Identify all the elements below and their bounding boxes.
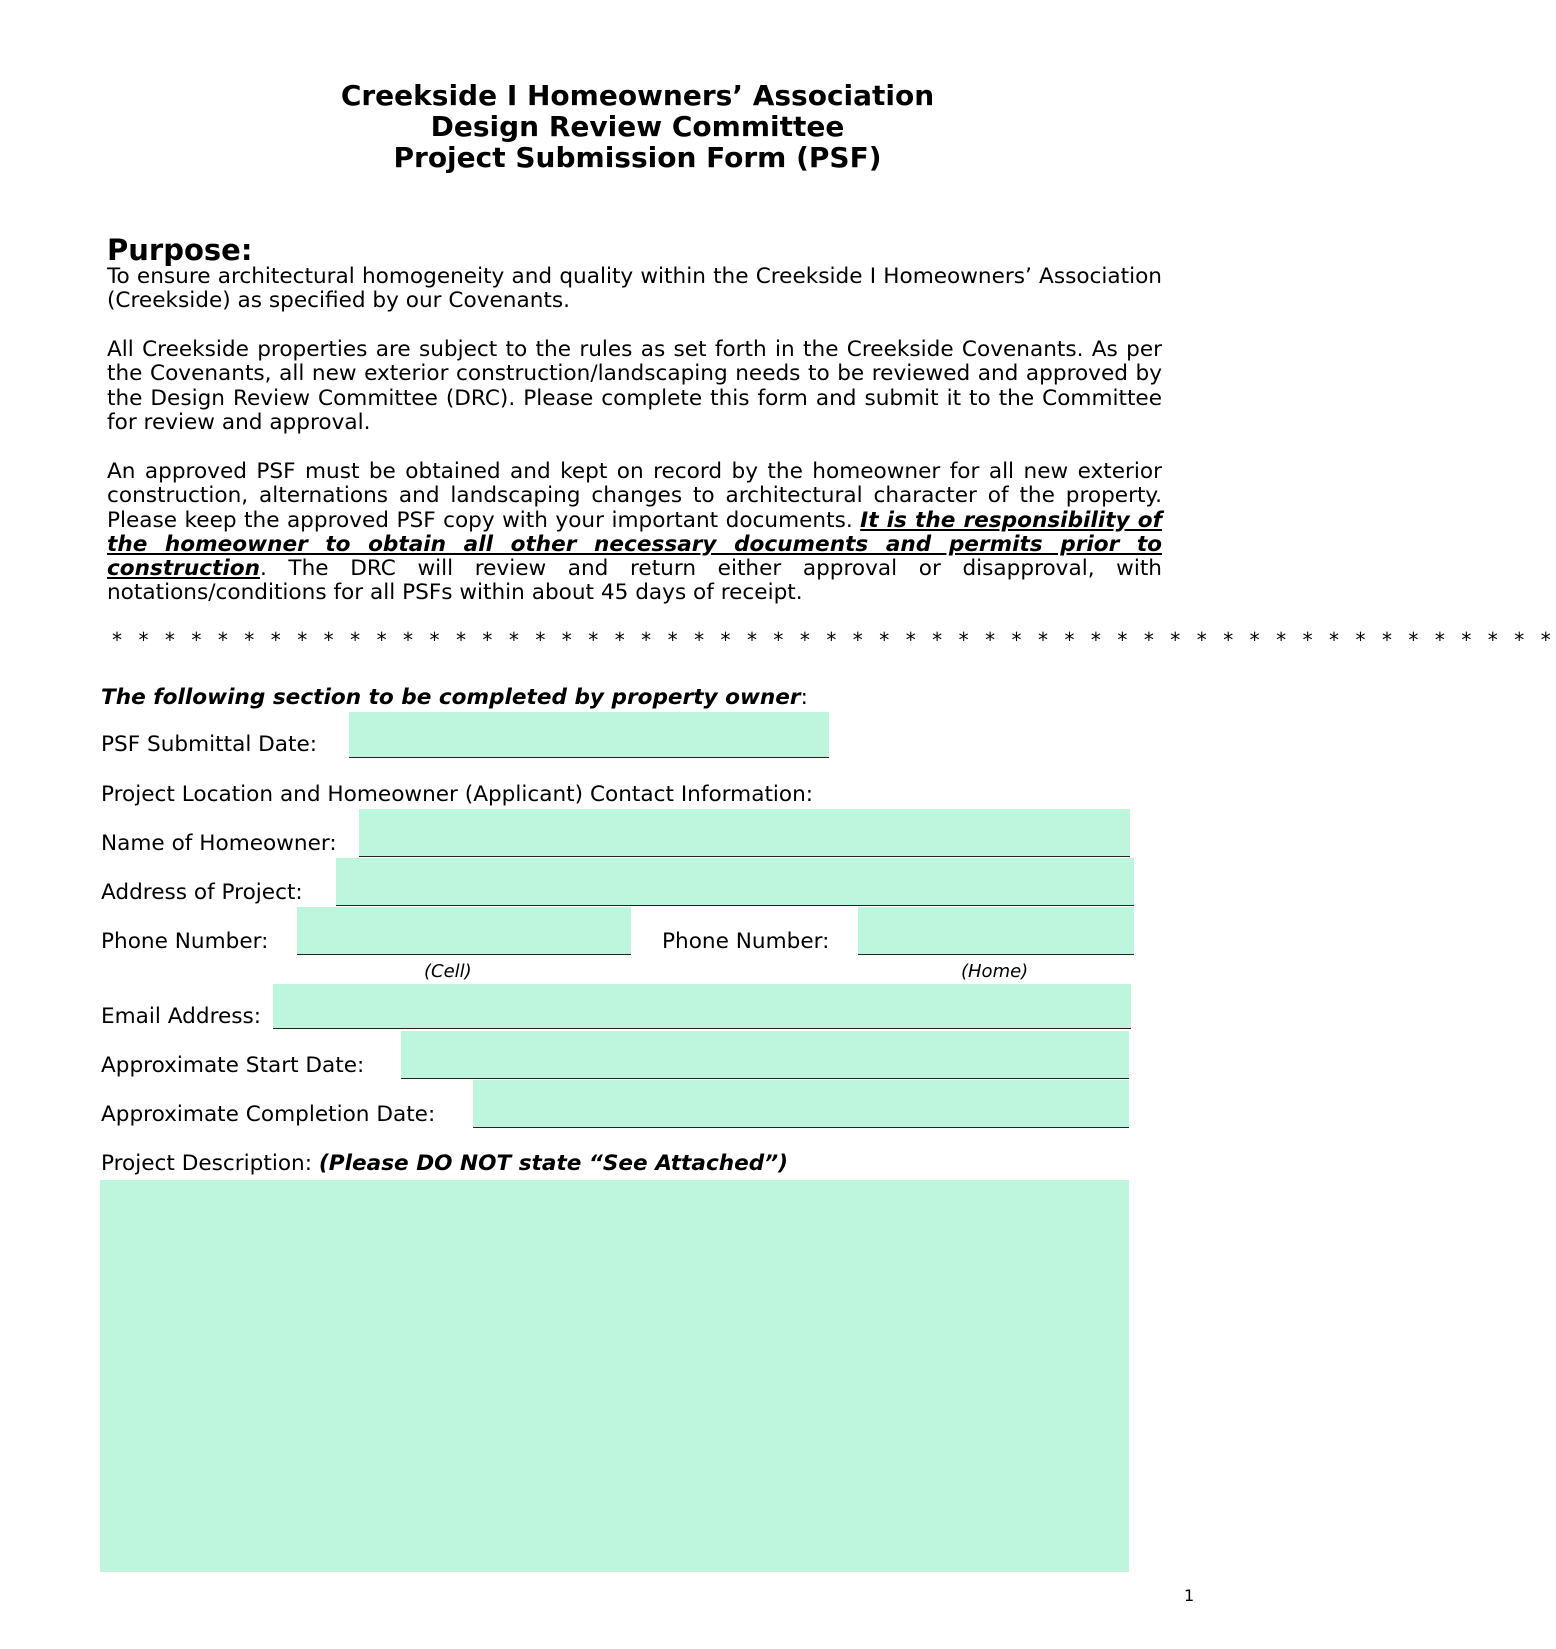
purpose-paragraph-3-end: . The DRC will review and return either approval or disapproval, with notations/conditions for all PSFs within about 45 days of receipt.: [107, 556, 1162, 606]
page-number: 1: [1184, 1586, 1195, 1605]
phone-home-field[interactable]: [858, 907, 1134, 955]
email-label: Email Address:: [101, 1004, 262, 1029]
phone-cell-label: Phone Number:: [101, 929, 269, 954]
start-date-label: Approximate Start Date:: [101, 1053, 365, 1078]
form-title-association: Creekside I Homeowners’ Association: [340, 79, 935, 112]
purpose-paragraph-1: To ensure architectural homogeneity and quality within the Creekside I Homeowners’ Association (Creekside) as specified by our Covenants.: [107, 264, 1162, 314]
completion-date-label: Approximate Completion Date:: [101, 1102, 436, 1127]
submittal-date-label: PSF Submittal Date:: [101, 732, 318, 757]
purpose-paragraph-2: All Creekside properties are subject to the rules as set forth in the Creekside Covenants. As per the Covenants, all new exterior construction/landscaping needs to be reviewed and approved by the Design Review Committee (DRC). Please complete this form and submit it to the Committee for review and approval.: [107, 337, 1162, 435]
homeowner-name-label: Name of Homeowner:: [101, 831, 337, 856]
section-heading-text: The following section to be completed by property owner: [101, 685, 801, 710]
phone-cell-caption: (Cell): [424, 961, 472, 982]
purpose-paragraph-3-start: An approved PSF must be obtained and kept on record by the homeowner for all new exterior construction, alternations and landscaping changes to architectural character of the property. Please keep the approved PSF copy with your important documents.: [107, 459, 1162, 533]
purpose-heading: Purpose:: [107, 233, 253, 267]
section-heading: [101, 685, 808, 710]
purpose-paragraph-3: [107, 460, 1162, 606]
phone-cell-field[interactable]: [297, 907, 631, 955]
homeowner-name-field[interactable]: [359, 809, 1130, 857]
form-title-committee: Design Review Committee: [430, 110, 845, 143]
start-date-field[interactable]: [401, 1031, 1129, 1079]
separator-stars: * * * * * * * * * * * * * * * * * * * * * * * * * * * * * * * * * * * * * * * * * * * * * * * * * * * * * * *: [112, 628, 1556, 652]
section-heading-colon: :: [800, 685, 808, 710]
address-field[interactable]: [336, 858, 1134, 906]
address-label: Address of Project:: [101, 880, 303, 905]
description-label-line: [101, 1151, 788, 1176]
responsibility-emphasis: It is the responsibility of the homeowner to obtain all other necessary documents and permits prior to construction: [107, 507, 1163, 582]
submittal-date-field[interactable]: [349, 712, 829, 758]
description-label: Project Description:: [101, 1151, 313, 1176]
completion-date-field[interactable]: [473, 1080, 1129, 1128]
phone-home-label: Phone Number:: [662, 929, 830, 954]
phone-home-caption: (Home): [961, 961, 1029, 982]
email-field[interactable]: [273, 984, 1131, 1029]
contact-info-label: Project Location and Homeowner (Applicant) Contact Information:: [101, 782, 814, 807]
form-title-psf: Project Submission Form (PSF): [393, 141, 882, 174]
project-description-field[interactable]: [100, 1180, 1129, 1572]
description-note: (Please DO NOT state “See Attached”): [318, 1151, 788, 1176]
